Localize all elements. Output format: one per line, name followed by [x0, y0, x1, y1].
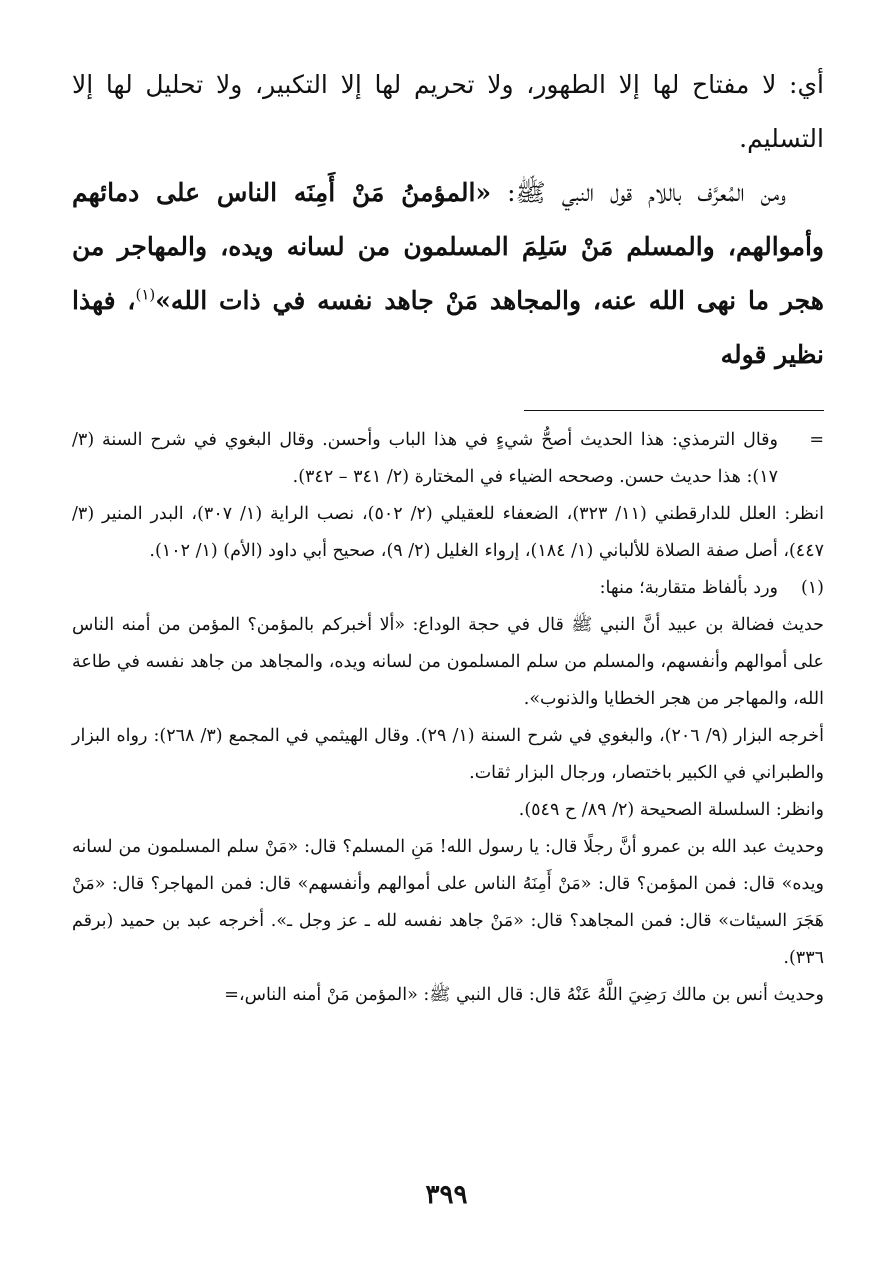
footnote-separator: [524, 410, 824, 411]
footnotes: [72, 422, 824, 1014]
footnote-1: [72, 570, 824, 607]
hadith-quote: «المؤمنُ مَنْ أَمِنَه الناس على دمائهم وأموالهم، والمسلم مَنْ سَلِمَ المسلمون من لسانه ويده، والمهاجر من هجر ما نهى الله عنه، والمجاهد مَنْ جاهد نفسه في ذات الله»: [72, 178, 824, 315]
footnote-1-marker: (١): [800, 578, 824, 598]
footnote-reference-1[interactable]: (١): [135, 285, 156, 304]
continuation-marker: =: [809, 430, 824, 450]
main-paragraph-2-tail: ، فهذا نظير قوله: [72, 286, 824, 369]
continuation-references: انظر: العلل للدارقطني (١١/ ٣٢٣)، الضعفاء للعقيلي (٢/ ٥٠٢)، نصب الراية (١/ ٣٠٧)، البدر المنير (٣/ ٤٤٧)، أصل صفة الصلاة للألباني (١/ ١٨٤)، إرواء الغليل (٢/ ٩)، صحيح أبي داود (الأم) (١/ ١٠٢).: [72, 504, 825, 561]
continuation-body: [72, 422, 778, 496]
main-paragraph-2: [72, 166, 824, 382]
page-content: [72, 58, 825, 1005]
footnote-1-intro-wrap: [72, 570, 778, 607]
footnote-1-intro: ورد بألفاظ متقاربة؛ منها:: [599, 578, 778, 598]
page-number: ٣٩٩: [425, 1180, 468, 1210]
main-paragraph-1: أي: لا مفتاح لها إلا الطهور، ولا تحريم لها إلا التكبير، ولا تحليل لها إلا التسليم.: [72, 70, 824, 153]
main-paragraph-2-intro: ومن المُعرَّف باللام قول النبي ﷺ:: [507, 178, 786, 207]
footnote-1-hadith-abdullah: وحديث عبد الله بن عمرو أنَّ رجلًا قال: يا رسول الله! مَنِ المسلم؟ قال: «مَنْ سلم المسلمون من لسانه ويده» قال: فمن المؤمن؟ قال: «مَنْ أَمِنَهُ الناس على أموالهم وأنفسهم» قال: فمن المهاجر؟ قال: «مَنْ هَجَرَ السيئات» قال: فمن المجاهد؟ قال: «مَنْ جاهد نفسه لله ـ عز وجل ـ». أخرجه عبد بن حميد (برقم ٣٣٦).: [72, 837, 824, 968]
continuation-text: وقال الترمذي: هذا الحديث أصحُّ شيءٍ في هذا الباب وأحسن. وقال البغوي في شرح السنة (٣/ ١٧): هذا حديث حسن. وصححه الضياء في المختارة (٢/ ٣٤١ – ٣٤٢).: [72, 430, 778, 487]
footnote-1-see-also: وانظر: السلسلة الصحيحة (٢/ ٨٩/ ح ٥٤٩).: [518, 800, 824, 820]
footnote-1-takhrij: أخرجه البزار (٩/ ٢٠٦)، والبغوي في شرح السنة (١/ ٢٩). وقال الهيثمي في المجمع (٣/ ٢٦٨): رواه البزار والطبراني في الكبير باختصار، ورجال البزار ثقات.: [72, 726, 824, 783]
footnote-1-hadith-anas: وحديث أنس بن مالك رَضِيَ اللَّهُ عَنْهُ قال: قال النبي ﷺ: «المؤمن مَنْ أمنه الناس،=: [224, 985, 824, 1005]
main-text: [72, 58, 824, 382]
footnote-continuation: [72, 422, 824, 496]
footnote-1-hadith-fadala: حديث فضالة بن عبيد أنَّ النبي ﷺ قال في حجة الوداع: «ألا أخبركم بالمؤمن؟ المؤمن من أمنه الناس على أموالهم وأنفسهم، والمسلم من سلم المسلمون من لسانه ويده، والمجاهد من جاهد نفسه في طاعة الله، والمهاجر من هجر الخطايا والذنوب».: [72, 615, 824, 709]
